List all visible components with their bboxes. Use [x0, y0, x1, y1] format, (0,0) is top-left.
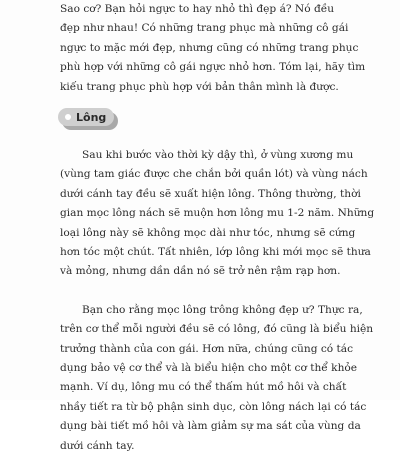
bullet-dot-icon [65, 114, 71, 120]
text-line: đẹp như nhau! Có những trang phục mà những cô gái [60, 22, 349, 35]
text-line: (vùng tam giác được che chắn bởi quần lót) và vùng nách [60, 168, 368, 181]
text-line: hơn tóc một chút. Tất nhiên, lớp lông khi mới mọc sẽ thưa [60, 246, 371, 259]
text-line: ngực to mặc mới đẹp, nhưng cũng có những trang phục [60, 41, 359, 54]
paragraph-spacer [60, 282, 345, 301]
text-line: mạnh. Ví dụ, lông mu có thể thấm hút mồ hôi và chất [60, 381, 347, 394]
intro-paragraph [60, 0, 366, 97]
text-line: gian mọc lông nách sẽ muộn hơn lông mu 1-2 năm. Những [60, 207, 375, 220]
text-line: trên cơ thể mỗi người đều sẽ có lông, đó cũng là biểu hiện [60, 323, 374, 336]
text-line: dưới cánh tay. [60, 439, 135, 452]
section-body [60, 146, 375, 456]
text-line: Sao cơ? Bạn hỏi ngực to hay nhỏ thì đẹp á? Nó đều [60, 3, 335, 15]
text-line: và mỏng, nhưng dần dần nó sẽ trở nên rậm rạp hơn. [60, 265, 341, 278]
heading-pill [58, 108, 114, 126]
text-line: trưởng thành của con gái. Hơn nữa, chúng cũng có tác [60, 342, 354, 355]
text-line: Sau khi bước vào thời kỳ dậy thì, ở vùng xương mu [82, 149, 354, 161]
text-line: Bạn cho rằng mọc lông trông không đẹp ư? Thực ra, [82, 303, 363, 316]
text-line: nhầy tiết ra từ bộ phận sinh dục, còn lông nách lại có tác [60, 400, 367, 413]
text-line: dụng bài tiết mồ hôi và làm giảm sự ma sát của vùng da [60, 420, 361, 433]
section-heading-label: Lông [76, 110, 107, 124]
section-heading [58, 108, 120, 130]
text-line: phù hợp với những cô gái ngực nhỏ hơn. Tóm lại, hãy tìm [60, 61, 366, 74]
text-line: kiếu trang phục phù hợp với bản thân mình là được. [60, 80, 339, 93]
text-line: loại lông này sẽ không mọc dài như tóc, nhưng sẽ cứng [60, 226, 356, 239]
text-line: dưới cánh tay đều sẽ xuất hiện lông. Thông thường, thời [60, 187, 361, 200]
text-line: dụng bảo vệ cơ thể và là biểu hiện cho một cơ thể khỏe [60, 362, 358, 375]
